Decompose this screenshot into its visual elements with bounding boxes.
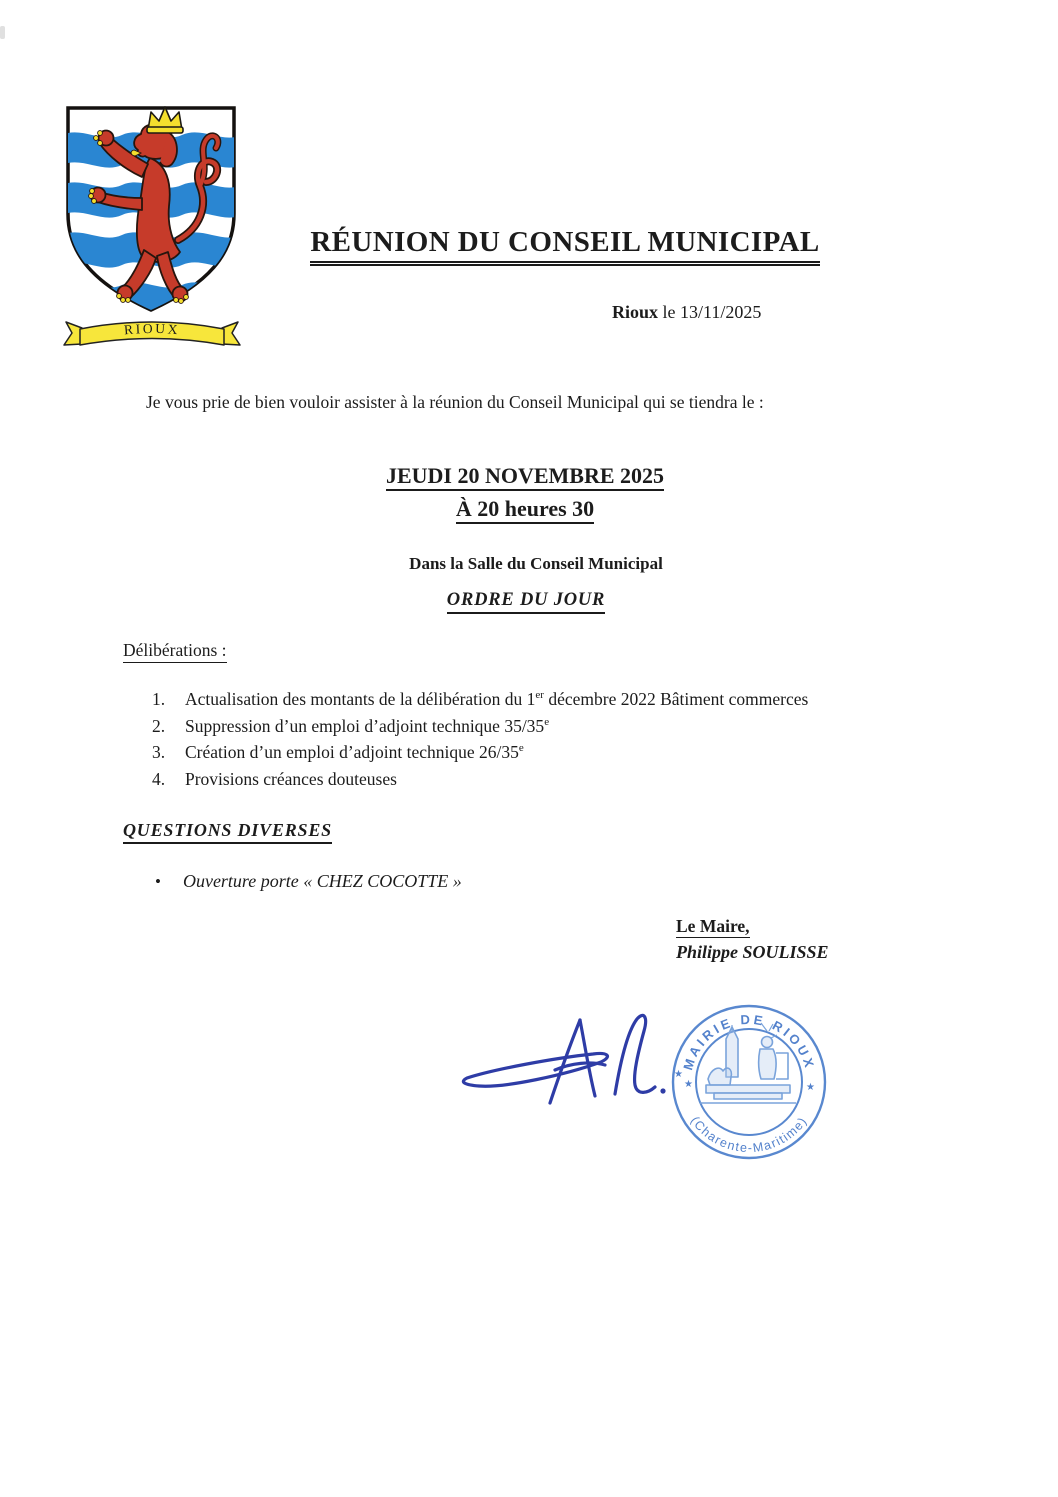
deliberations-heading: Délibérations :	[123, 640, 227, 661]
rioux-coat-of-arms	[62, 102, 242, 352]
stamp-star-right-icon: ★	[806, 1082, 815, 1093]
item-number: 3.	[152, 742, 166, 762]
item-text: Provisions créances douteuses	[185, 768, 397, 789]
question-item	[155, 871, 462, 892]
agenda-title: ORDRE DU JOUR	[226, 590, 826, 611]
signatory-block	[676, 916, 829, 963]
item-text: Actualisation des montants de la délibération du 1er décembre 2022 Bâtiment commerces	[185, 689, 809, 709]
stamp-bottom-text: (Charente-Maritime)	[687, 1113, 811, 1156]
agenda-item-3	[152, 739, 972, 766]
item-text: Création d’un emploi d’adjoint technique 26/35e	[185, 742, 524, 762]
bullet-icon: •	[155, 872, 161, 891]
name-banner	[64, 321, 240, 345]
question-text: Ouverture porte « CHEZ COCOTTE »	[182, 871, 462, 891]
item-number: 1.	[152, 689, 166, 709]
dateline-date: le 13/11/2025	[658, 302, 762, 322]
meeting-location: Dans la Salle du Conseil Municipal	[409, 554, 663, 573]
agenda-item-4	[152, 766, 972, 793]
intro-paragraph: Je vous prie de bien vouloir assister à la réunion du Conseil Municipal qui se tiendra le :	[146, 392, 764, 412]
meeting-date: JEUDI 20 NOVEMBRE 2025	[225, 463, 825, 489]
stamp-top-text: MAIRIE DE RIOUX	[680, 1011, 818, 1072]
agenda-item-1	[152, 686, 972, 713]
item-text: Suppression d’un emploi d’adjoint technique 35/35e	[185, 715, 550, 736]
dateline	[612, 302, 761, 323]
item-number: 2.	[152, 715, 166, 736]
meeting-time: À 20 heures 30	[225, 496, 825, 522]
banner-label: RIOUX	[123, 320, 181, 338]
meeting-datetime	[225, 463, 825, 522]
stamp-star-left2-icon: ★	[684, 1079, 693, 1090]
signatory-name: Philippe SOULISSE	[676, 942, 829, 962]
item-number: 4.	[152, 768, 166, 789]
questions-heading: QUESTIONS DIVERSES	[123, 820, 332, 841]
dateline-place: Rioux	[612, 302, 659, 322]
signatory-role: Le Maire,	[676, 916, 750, 936]
document-title: RÉUNION DU CONSEIL MUNICIPAL	[265, 226, 865, 259]
mayor-signature	[455, 1008, 685, 1108]
deliberations-list	[152, 686, 972, 792]
stamp-star-left-icon: ★	[674, 1069, 683, 1080]
agenda-item-2	[152, 713, 972, 740]
scan-artifact	[0, 26, 5, 39]
municipal-stamp	[664, 997, 834, 1167]
